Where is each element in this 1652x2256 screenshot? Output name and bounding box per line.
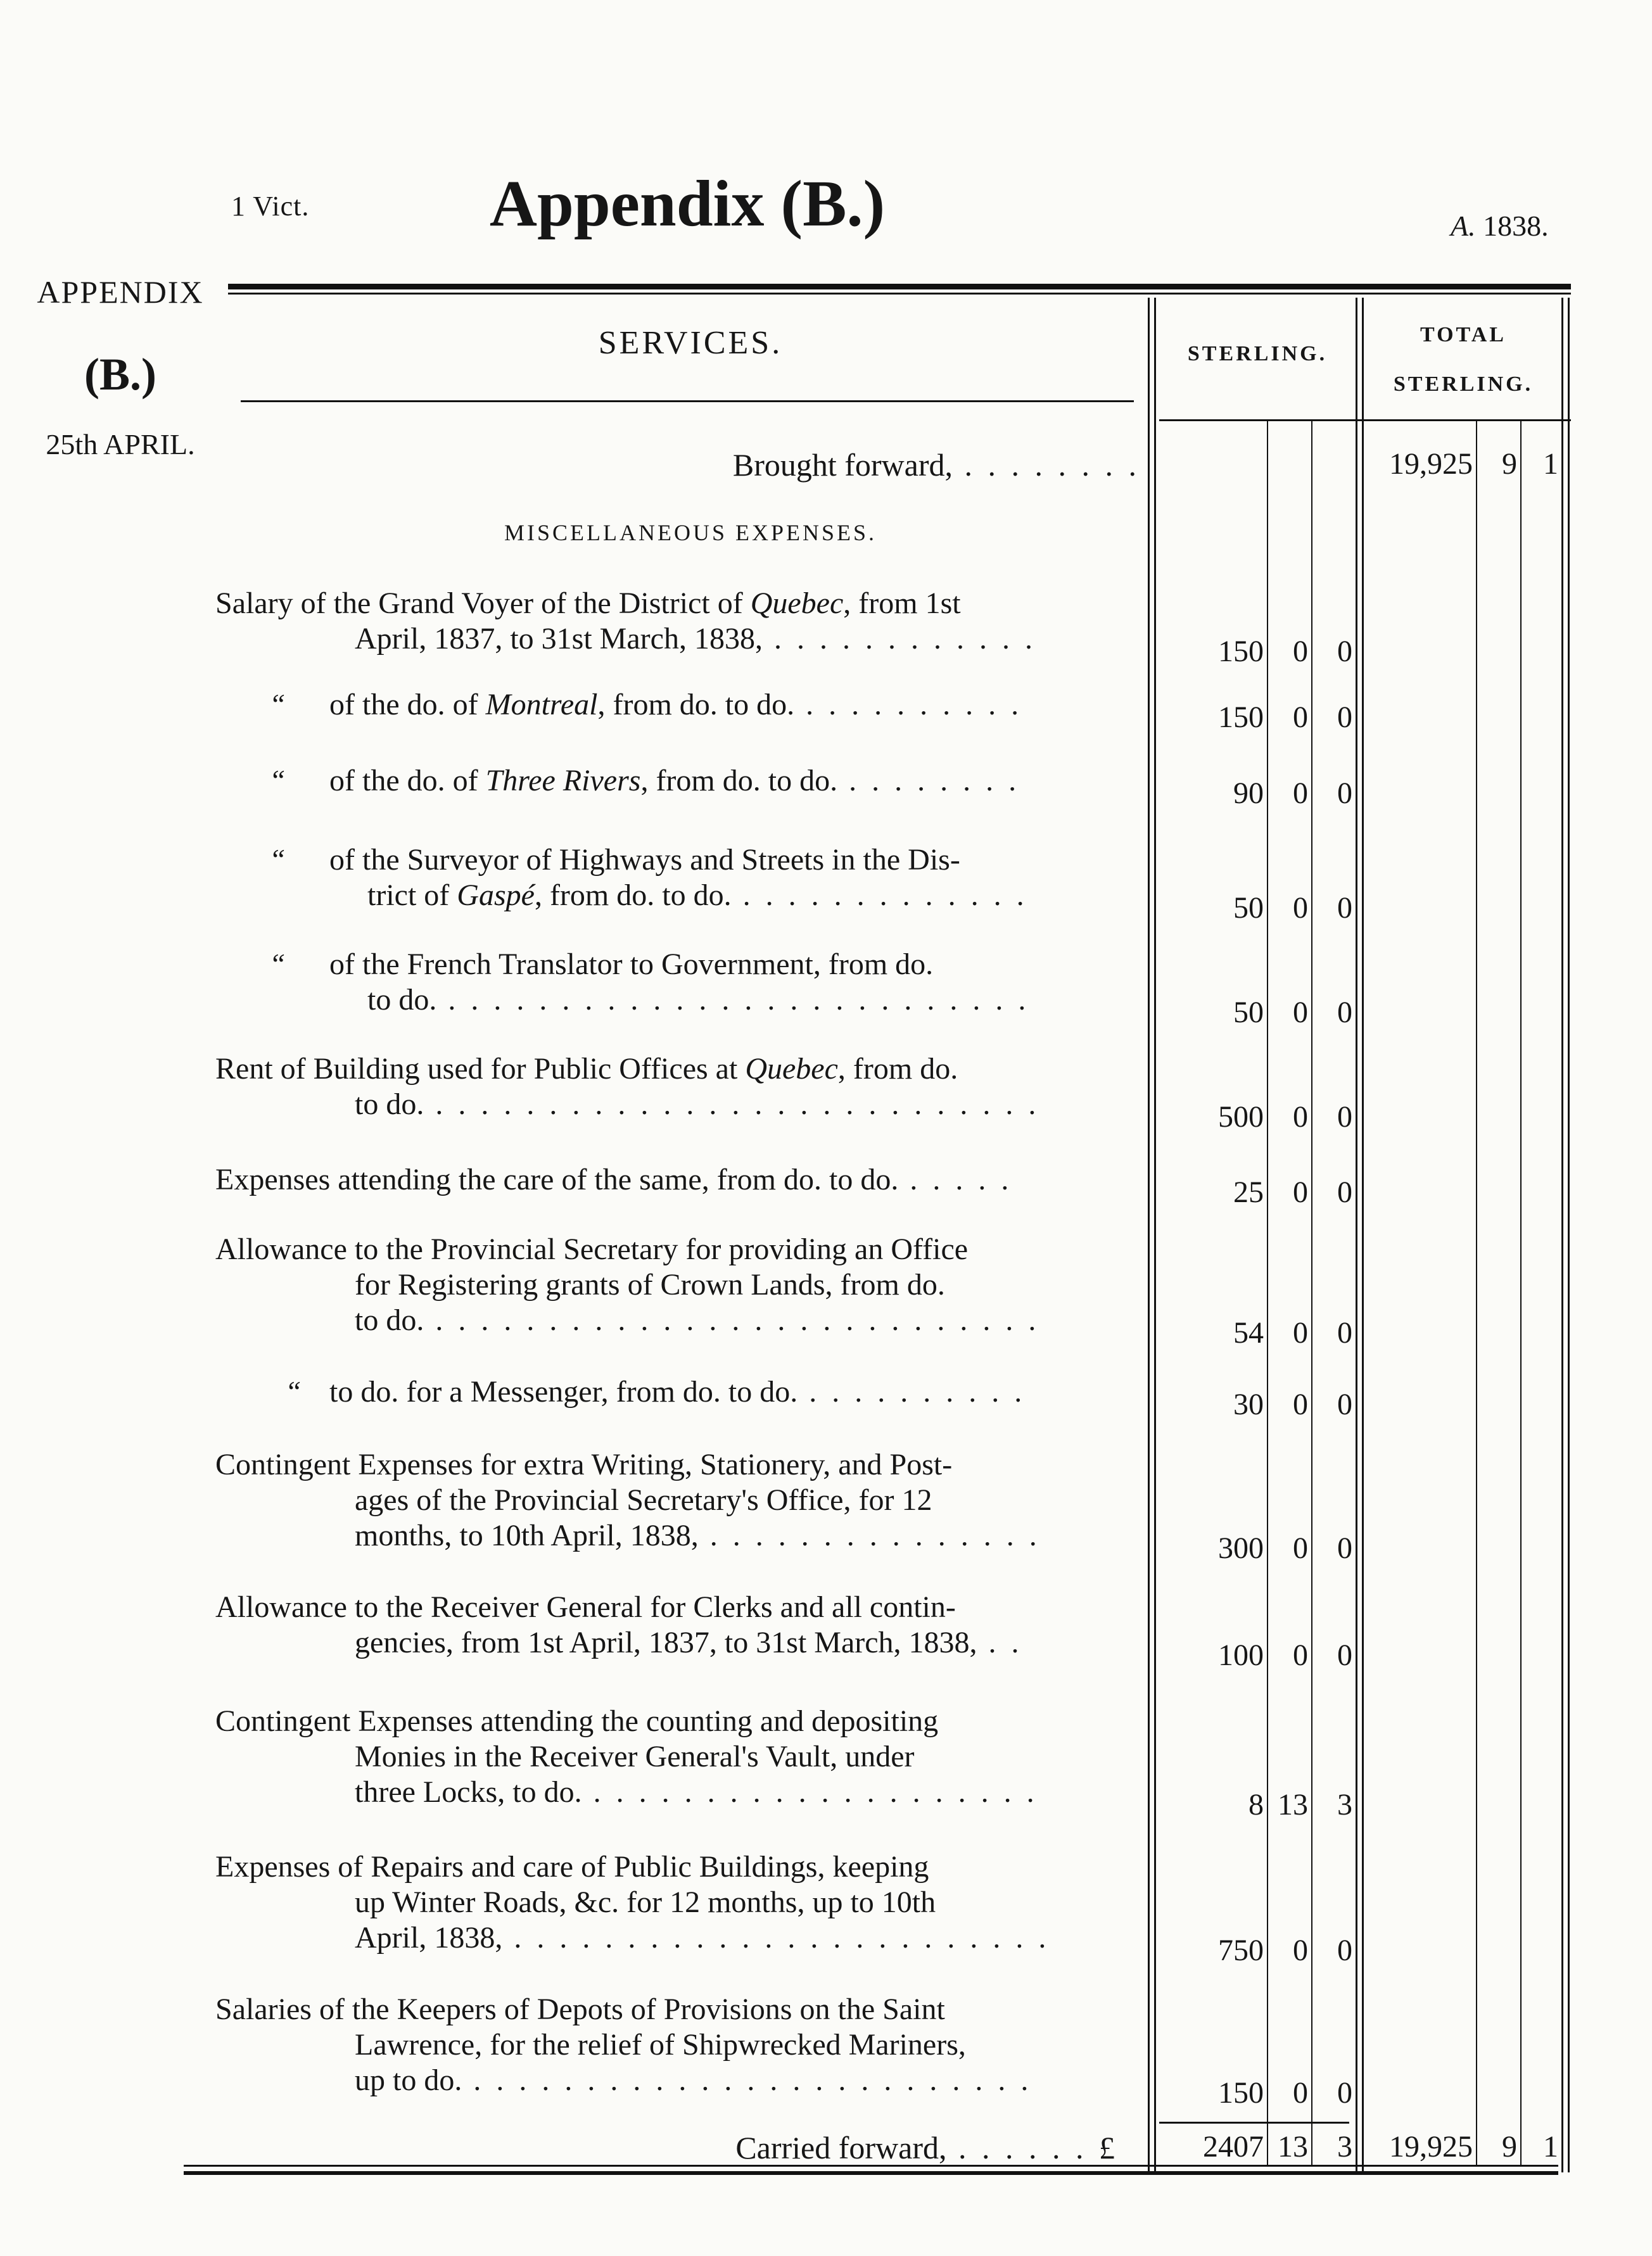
expense-description-line: April, 1838, . . . . . . . . . . . . . . . . . . . . . . . . [355, 1921, 1050, 1955]
brought-forward-label: Brought forward, . . . . . . . . [732, 447, 1140, 483]
expense-description-line: Allowance to the Receiver General for Clerks and all contin- [215, 1590, 956, 1624]
running-head-year: 1838. [1483, 210, 1549, 242]
amount-pounds: 150 [1218, 2076, 1264, 2110]
total-column-header-line2: STERLING. [1393, 372, 1534, 396]
amount-pence: 0 [1337, 2076, 1352, 2110]
amount-shillings: 0 [1293, 776, 1308, 810]
col-rule-sterling-d [1311, 421, 1312, 2166]
ditto-mark: “ [269, 843, 286, 875]
amount-pounds: 25 [1233, 1176, 1264, 1209]
amount-pence: 0 [1337, 776, 1352, 810]
carried-forward-sterling-shillings: 13 [1278, 2130, 1308, 2164]
col-rule-total-s [1476, 421, 1477, 2166]
expense-description-line: to do. for a Messenger, from do. to do. . . . . . . . . . . [329, 1375, 1026, 1409]
expense-description-line: up to do. . . . . . . . . . . . . . . . . . . . . . . . . . [355, 2063, 1032, 2097]
col-rule-sterling-s [1267, 421, 1268, 2166]
carried-forward-total-pounds: 19,925 [1389, 2130, 1473, 2164]
amount-pounds: 100 [1218, 1638, 1264, 1672]
expense-description-line: to do. . . . . . . . . . . . . . . . . . . . . . . . . . . [367, 983, 1030, 1017]
amount-pence: 0 [1337, 1638, 1352, 1672]
currency-symbol: £ [1099, 2130, 1115, 2165]
amount-pounds: 150 [1218, 700, 1264, 734]
amount-pence: 3 [1337, 1788, 1352, 1822]
brought-forward-total-pence: 1 [1543, 447, 1558, 481]
expense-description-line: to do. . . . . . . . . . . . . . . . . . . . . . . . . . . . [355, 1303, 1040, 1337]
ditto-mark: “ [269, 764, 286, 796]
expense-description-line: up Winter Roads, &c. for 12 months, up to 10th [355, 1885, 936, 1919]
expense-description-line: Lawrence, for the relief of Shipwrecked Mariners, [355, 2028, 966, 2062]
top-rule-thin [228, 293, 1571, 295]
amount-shillings: 0 [1293, 700, 1308, 734]
carried-forward-sterling-pounds: 2407 [1203, 2130, 1264, 2164]
sterling-column-header: STERLING. [1187, 342, 1328, 365]
amount-shillings: 0 [1293, 1388, 1308, 1421]
expense-description-line: of the do. of Montreal, from do. to do. . . . . . . . . . . [329, 688, 1023, 721]
ditto-mark: “ [285, 1375, 302, 1407]
amount-pounds: 54 [1233, 1316, 1264, 1350]
expense-description-line: Monies in the Receiver General's Vault, under [355, 1740, 915, 1773]
amount-pence: 0 [1337, 1316, 1352, 1350]
amount-shillings: 0 [1293, 1531, 1308, 1565]
expense-description-line: of the Surveyor of Highways and Streets in the Dis- [329, 843, 960, 877]
col-rule-total-d [1520, 421, 1522, 2166]
header-underline-amounts [1159, 419, 1571, 421]
carried-forward-total-pence: 1 [1543, 2130, 1558, 2164]
expense-description-line: Salaries of the Keepers of Depots of Provisions on the Saint [215, 1993, 945, 2026]
amount-pounds: 300 [1218, 1531, 1264, 1565]
header-underline-services [241, 400, 1134, 402]
page-title: Appendix (B.) [489, 167, 886, 240]
sterling-sum-rule [1159, 2122, 1349, 2124]
amount-shillings: 13 [1278, 1788, 1308, 1822]
amount-shillings: 0 [1293, 891, 1308, 925]
expense-description-line: Contingent Expenses attending the counting and depositing [215, 1704, 939, 1738]
amount-shillings: 0 [1293, 635, 1308, 668]
amount-pounds: 750 [1218, 1934, 1264, 1967]
bottom-rule-thick [184, 2171, 1558, 2175]
brought-forward-text: Brought forward, [732, 447, 953, 483]
expense-description-line: Salary of the Grand Voyer of the District of Quebec, from 1st [215, 586, 961, 620]
amount-shillings: 0 [1293, 1100, 1308, 1134]
amount-pence: 0 [1337, 1531, 1352, 1565]
amount-pounds: 50 [1233, 996, 1264, 1029]
expense-description-line: Expenses attending the care of the same, from do. to do. . . . . . [215, 1163, 1013, 1196]
expense-description-line: trict of Gaspé, from do. to do. . . . . . . . . . . . . . [367, 878, 1028, 912]
amount-pence: 0 [1337, 1176, 1352, 1209]
expense-description-line: Contingent Expenses for extra Writing, Stationery, and Post- [215, 1448, 953, 1481]
running-head-left: 1 Vict. [231, 191, 310, 222]
col-rule-total-a [1356, 298, 1357, 2172]
amount-pence: 0 [1337, 891, 1352, 925]
running-head-right-italic: A. [1451, 210, 1476, 242]
amount-pence: 0 [1337, 996, 1352, 1029]
amount-pence: 0 [1337, 1934, 1352, 1967]
section-heading: MISCELLANEOUS EXPENSES. [504, 520, 877, 545]
expense-description-line: Allowance to the Provincial Secretary for providing an Office [215, 1233, 969, 1266]
carried-forward-sterling-pence: 3 [1337, 2130, 1352, 2164]
amount-pounds: 30 [1233, 1388, 1264, 1421]
col-rule-total-b [1362, 298, 1364, 2172]
col-rule-services-a [1148, 298, 1150, 2172]
total-column-header-line1: TOTAL [1420, 323, 1506, 346]
ditto-mark: “ [269, 688, 286, 720]
services-column-header: SERVICES. [598, 325, 783, 361]
margin-date: 25th APRIL. [46, 428, 195, 460]
amount-pounds: 150 [1218, 635, 1264, 668]
amount-shillings: 0 [1293, 996, 1308, 1029]
ditto-mark: “ [269, 947, 286, 980]
amount-pence: 0 [1337, 1100, 1352, 1134]
expense-description-line: months, to 10th April, 1838, . . . . . . . . . . . . . . . [355, 1519, 1041, 1552]
expense-description-line: ages of the Provincial Secretary's Office, for 12 [355, 1483, 932, 1517]
col-rule-services-b [1154, 298, 1156, 2172]
amount-shillings: 0 [1293, 1176, 1308, 1209]
carried-forward-text: Carried forward, [735, 2130, 947, 2165]
carried-forward-label: Carried forward, . . . . . . £ [735, 2130, 1115, 2165]
expense-description-line: for Registering grants of Crown Lands, from do. [355, 1268, 945, 1302]
expense-description-line: gencies, from 1st April, 1837, to 31st March, 1838, . . [355, 1626, 1023, 1659]
expense-description-line: Rent of Building used for Public Offices at Quebec, from do. [215, 1052, 958, 1086]
brought-forward-total-pounds: 19,925 [1389, 447, 1473, 481]
running-head-right [1451, 209, 1549, 243]
amount-pence: 0 [1337, 1388, 1352, 1421]
amount-pounds: 90 [1233, 776, 1264, 810]
amount-shillings: 0 [1293, 2076, 1308, 2110]
expense-description-line: to do. . . . . . . . . . . . . . . . . . . . . . . . . . . . [355, 1087, 1040, 1121]
carried-forward-total-shillings: 9 [1502, 2130, 1517, 2164]
amount-shillings: 0 [1293, 1638, 1308, 1672]
amount-pounds: 500 [1218, 1100, 1264, 1134]
amount-shillings: 0 [1293, 1934, 1308, 1967]
amount-pounds: 50 [1233, 891, 1264, 925]
expense-description-line: of the French Translator to Government, from do. [329, 947, 934, 981]
amount-pounds: 8 [1249, 1788, 1264, 1822]
amount-shillings: 0 [1293, 1316, 1308, 1350]
brought-forward-total-shillings: 9 [1502, 447, 1517, 481]
col-rule-right-b [1568, 298, 1570, 2172]
margin-appendix-letter: (B.) [84, 349, 156, 400]
expense-description-line: three Locks, to do. . . . . . . . . . . . . . . . . . . . . [355, 1775, 1038, 1809]
expense-description-line: April, 1837, to 31st March, 1838, . . . . . . . . . . . . [355, 622, 1036, 656]
margin-appendix: APPENDIX [37, 274, 204, 310]
expense-description-line: Expenses of Repairs and care of Public Buildings, keeping [215, 1850, 929, 1884]
amount-pence: 0 [1337, 700, 1352, 734]
expense-description-line: of the do. of Three Rivers, from do. to do. . . . . . . . . [329, 764, 1020, 797]
amount-pence: 0 [1337, 635, 1352, 668]
top-rule-thick [228, 284, 1571, 289]
col-rule-right-a [1561, 298, 1563, 2172]
